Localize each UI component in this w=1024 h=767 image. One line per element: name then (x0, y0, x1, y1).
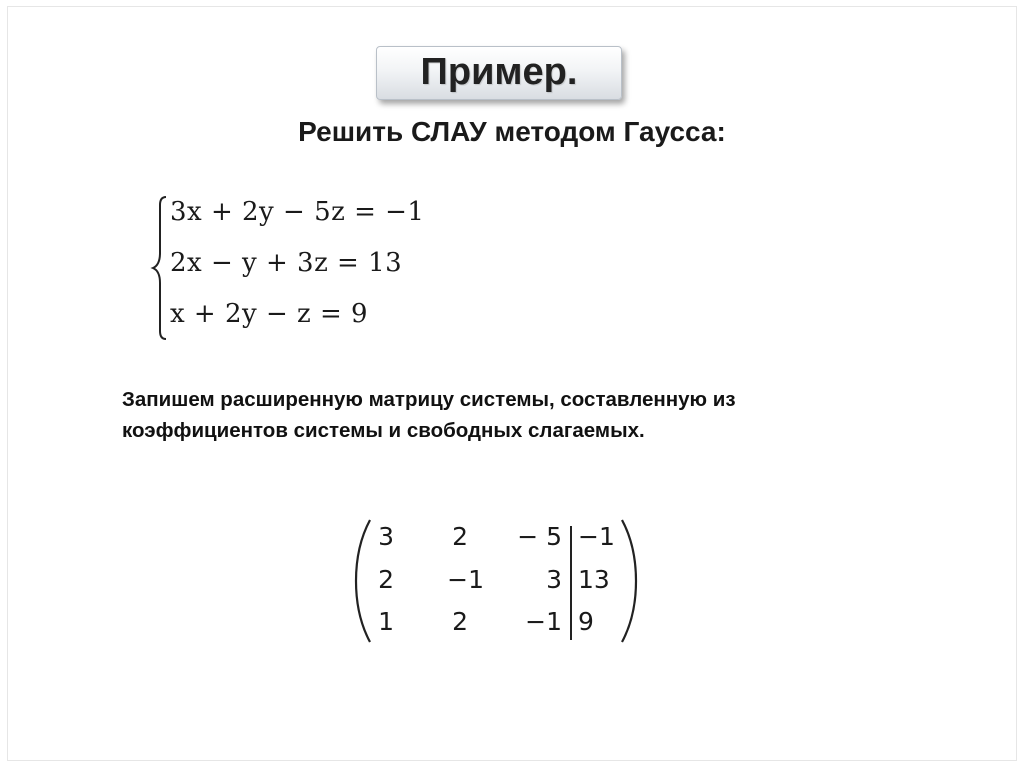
equation-1: 3x + 2y − 5z = −1 (170, 197, 425, 227)
matrix-cell: 2 (378, 565, 394, 594)
matrix-cell: −1 (525, 607, 562, 636)
matrix-cell-rhs: 9 (578, 607, 594, 636)
matrix-cell-rhs: 13 (578, 565, 610, 594)
matrix-cell: 2 (452, 522, 468, 551)
matrix-cell: 1 (378, 607, 394, 636)
equation-system (150, 193, 425, 343)
matrix-cell: 3 (546, 565, 562, 594)
matrix-cell: 2 (452, 607, 468, 636)
augmented-matrix (352, 516, 642, 646)
explanation-line-2: коэффициентов системы и свободных слагаемых. (122, 419, 645, 442)
slide-subtitle: Решить СЛАУ методом Гаусса: (298, 116, 726, 147)
equation-3: x + 2y − z = 9 (170, 299, 369, 329)
explanation-text (122, 384, 922, 446)
matrix-cell: 3 (378, 522, 394, 551)
matrix-cell: −1 (447, 565, 484, 594)
slide-title: Пример. (376, 46, 622, 100)
equation-2: 2x − y + 3z = 13 (170, 248, 403, 278)
matrix-cell: − 5 (517, 522, 562, 551)
explanation-line-1: Запишем расширенную матрицу системы, составленную из (122, 388, 736, 411)
matrix-cell-rhs: −1 (578, 522, 615, 551)
